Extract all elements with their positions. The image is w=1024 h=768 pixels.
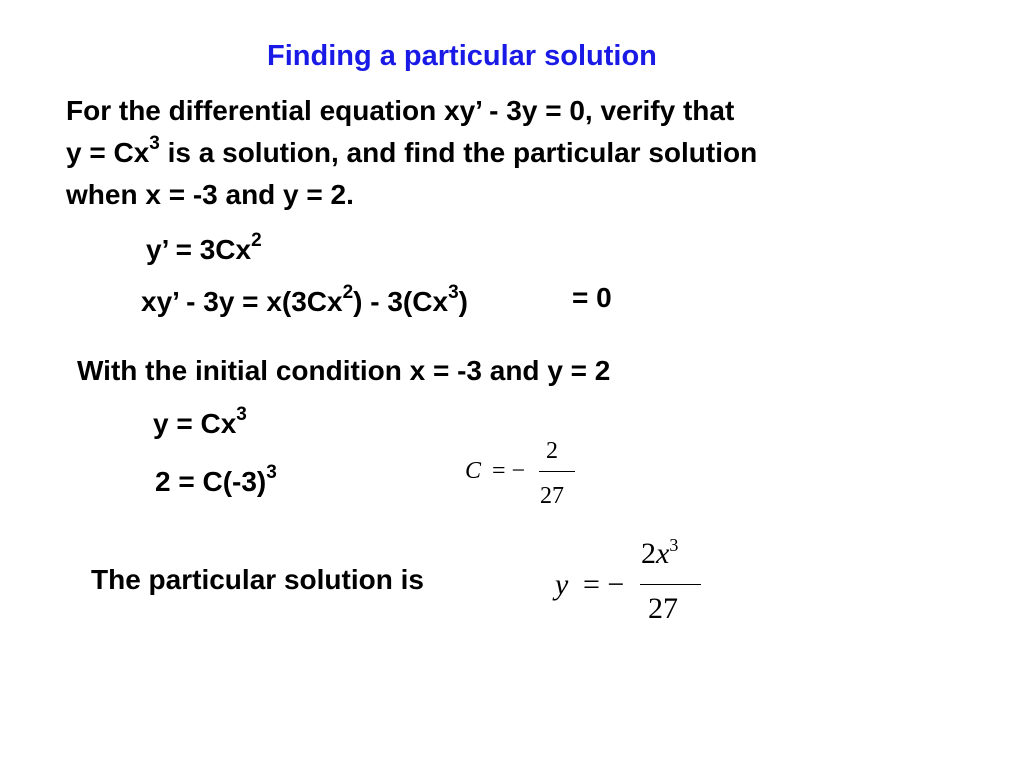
substitution-equation — [141, 281, 468, 318]
particular-solution-fraction-bar — [640, 584, 701, 585]
problem-line-2-exponent: 3 — [149, 132, 160, 154]
particular-solution-label: The particular solution is — [91, 564, 424, 595]
problem-line-2 — [66, 132, 757, 174]
numerator-exponent: 3 — [669, 535, 679, 555]
derivative-equation — [146, 229, 262, 266]
particular-solution-numerator — [641, 537, 678, 571]
slide-title: Finding a particular solution — [267, 40, 657, 72]
substituted-equation — [155, 461, 277, 498]
particular-solution-denominator: 27 — [648, 592, 678, 625]
c-value-denominator: 27 — [540, 483, 564, 509]
substitution-part-2: ) - 3(Cx — [353, 286, 449, 317]
initial-condition-text: With the initial condition x = -3 and y = 2 — [77, 355, 611, 386]
general-solution-exponent: 3 — [236, 403, 247, 425]
problem-statement — [66, 90, 757, 216]
numerator-coefficient: 2 — [641, 537, 656, 570]
general-solution-text: y = Cx — [153, 408, 237, 439]
particular-solution-lhs — [555, 568, 568, 602]
derivative-text: y’ = 3Cx — [146, 234, 252, 265]
problem-line-1: For the differential equation xy’ - 3y = 0, verify that — [66, 95, 735, 126]
substitution-exponent-2: 3 — [448, 281, 459, 303]
substitution-part-1: xy’ - 3y = x(3Cx — [141, 286, 343, 317]
c-value-fraction-bar — [539, 471, 575, 472]
derivative-exponent: 2 — [251, 229, 262, 251]
c-value-numerator: 2 — [546, 438, 558, 464]
c-variable: C — [465, 458, 482, 484]
problem-line-3: when x = -3 and y = 2. — [66, 179, 354, 210]
problem-line-2-end: is a solution, and find the particular solution — [159, 137, 758, 168]
general-solution-equation — [153, 403, 247, 440]
substitution-result: = 0 — [572, 282, 612, 313]
substituted-exponent: 3 — [266, 461, 277, 483]
problem-line-2-start: y = Cx — [66, 137, 150, 168]
c-value-lhs — [465, 458, 481, 485]
particular-solution-equals: = − — [583, 568, 625, 601]
numerator-variable: x — [656, 537, 670, 570]
substitution-part-3: ) — [458, 286, 468, 317]
substitution-exponent-1: 2 — [342, 281, 354, 303]
y-variable: y — [555, 568, 569, 601]
c-value-equals: = − — [492, 458, 526, 484]
substituted-text: 2 = C(-3) — [155, 466, 267, 497]
